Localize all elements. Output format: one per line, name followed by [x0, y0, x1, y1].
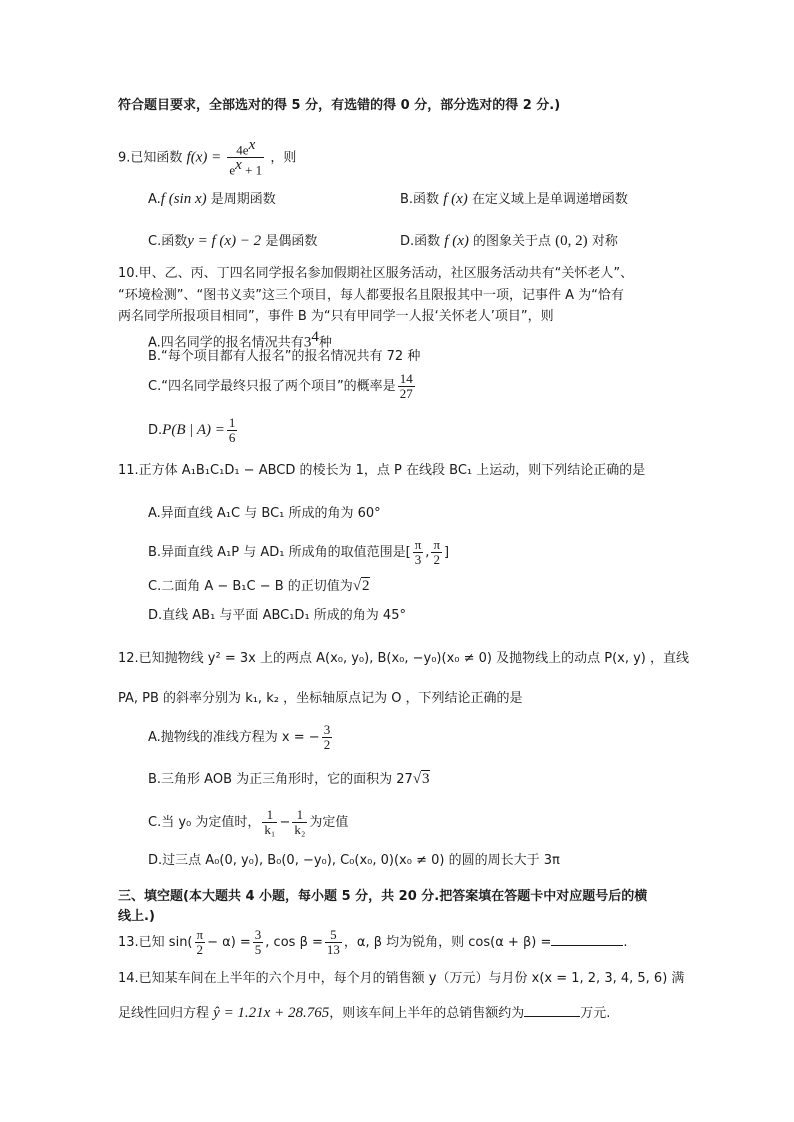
q11-option-d: D.直线 AB₁ 与平面 ABC₁D₁ 所成的角为 45°: [148, 608, 406, 623]
q12-option-b: B.三角形 AOB 为正三角形时，它的面积为 27√3: [148, 771, 430, 787]
q10-option-d: D.P(B | A) = $\frac{1}{6}$: [148, 415, 236, 445]
q10-line2: “环境检测”、“图书义卖”这三个项目，每人都要报名且限报其中一项，记事件 A 为“恰有: [118, 288, 624, 303]
q9-option-c: C.函数y = f (x) − 2 是偶函数: [148, 233, 318, 249]
q14-answer-blank[interactable]: [524, 1016, 580, 1017]
q14-line1: 14.已知某车间在上半年的六个月中，每个月的销售额 y（万元）与月份 x(x = 1, 2, 3, 4, 5, 6) 满: [118, 971, 685, 986]
q10-option-b: B.“每个项目都有人报名”的报名情况共有 72 种: [148, 349, 421, 364]
q11-option-b: B.异面直线 A₁P 与 AD₁ 所成角的取值范围是[ $\frac{\pi}{3}$ , $\frac{\pi}{2}$ ]: [148, 537, 450, 567]
q10-option-c: C.“四名同学最终只报了两个项目”的概率是 $\frac{14}{27}$: [148, 371, 413, 401]
q11-option-c: C.二面角 A − B₁C − B 的正切值为√2: [148, 578, 370, 594]
q13-stem: 13.已知 sin( $\frac{\pi}{2}$ − α) = $\frac{3}{5}$ , cos β = $\frac{5}{13}$ ，α, β 均为锐角，则 cos(α + β) = .: [118, 927, 628, 957]
q13-answer-blank[interactable]: [551, 945, 623, 946]
q9-fraction: $\frac{4e^x}{e^x + 1}$: [229, 137, 263, 178]
q12-line2: PA, PB 的斜率分别为 k₁, k₂ ，坐标轴原点记为 O ，下列结论正确的是: [118, 691, 523, 706]
q14-line2: 足线性回归方程 ŷ = 1.21x + 28.765，则该车间上半年的总销售额约为 万元.: [118, 1005, 611, 1021]
q9-option-b: B.函数 f (x) 在定义域上是单调递增函数: [400, 191, 628, 207]
q10-line1: 10.甲、乙、丙、丁四名同学报名参加假期社区服务活动，社区服务活动共有“关怀老人”、: [118, 266, 634, 281]
section3-title-line2: 线上.): [118, 909, 155, 924]
header-note: 符合题目要求，全部选对的得 5 分，有选错的得 0 分，部分选对的得 2 分.): [118, 98, 561, 113]
q12-option-a: A.抛物线的准线方程为 x = − $\frac{3}{2}$: [148, 722, 331, 752]
q11-option-a: A.异面直线 A₁C 与 BC₁ 所成的角为 60°: [148, 506, 381, 521]
q9-option-d: D.函数 f (x) 的图象关于点 (0, 2) 对称: [400, 233, 618, 249]
q9-option-a: A.f (sin x) 是周期函数: [148, 191, 276, 207]
q9-stem: 9.已知函数 f(x) = $\frac{4e^x}{e^x + 1}$ ，则: [118, 137, 297, 178]
q12-option-c: C.当 y₀ 为定值时， $\frac{1}{\text{k₁}}$ − $\frac{1}{\text{k₂}}$ 为定值: [148, 807, 349, 837]
q11-stem: 11.正方体 A₁B₁C₁D₁ − ABCD 的棱长为 1，点 P 在线段 BC₁ 上运动，则下列结论正确的是: [118, 463, 646, 478]
q12-option-d: D.过三点 A₀(0, y₀), B₀(0, −y₀), C₀(x₀, 0)(x₀ ≠ 0) 的圆的周长大于 3π: [148, 853, 560, 868]
q10-line3: 两名同学所报项目相同”，事件 B 为“只有甲同学一人报‘关怀老人’项目”，则: [118, 309, 554, 324]
q12-line1: 12.已知抛物线 y² = 3x 上的两点 A(x₀, y₀), B(x₀, −y₀)(x₀ ≠ 0) 及抛物线上的动点 P(x, y) ，直线: [118, 651, 690, 666]
section3-title-line1: 三、填空题(本大题共 4 小题，每小题 5 分，共 20 分.把答案填在答题卡中对应题号后的横: [118, 889, 648, 904]
q10-option-a: A.四名同学的报名情况共有$3^4$种: [148, 329, 332, 351]
